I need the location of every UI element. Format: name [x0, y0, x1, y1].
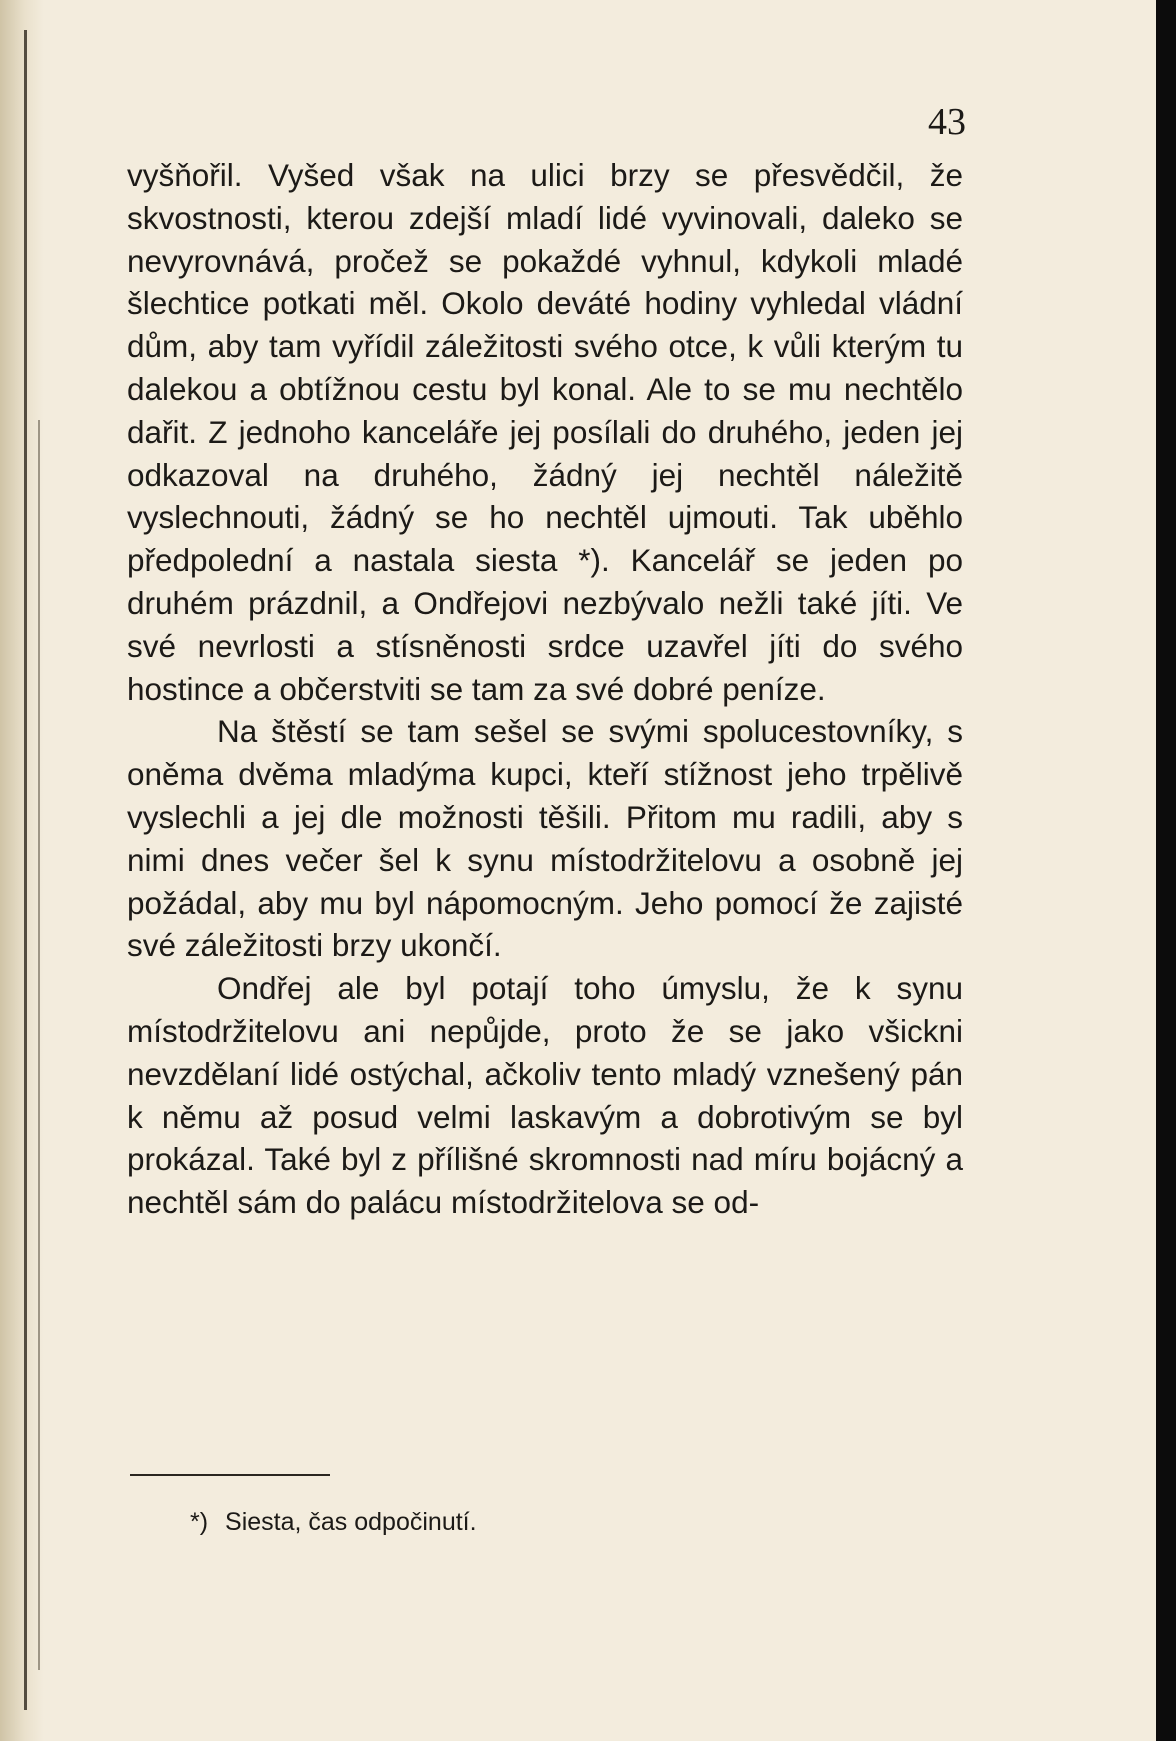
- footnote-rule: [130, 1474, 330, 1476]
- paragraph-2: Na štěstí se tam sešel se svými spolucestovníky, s oněma dvěma mladýma kupci, kteří stížnost jeho trpělivě vyslechli a jej dle možnosti těšili. Přitom mu radili, aby s nimi dnes večer šel k synu místodržitelovu a osobně jej požádal, aby mu byl nápomocným. Jeho pomocí že zajisté své záležitosti brzy ukončí.: [127, 713, 963, 964]
- body-text: [127, 154, 963, 1224]
- paragraph-3: Ondřej ale byl potají toho úmyslu, že k synu místodržitelovu ani nepůjde, proto že se jako všickni nevzdělaní lidé ostýchal, ačkoliv tento mladý vznešený pán k němu až posud velmi laskavým a dobrotivým se byl prokázal. Také byl z přílišné skromnosti nad míru bojácný a nechtěl sám do palácu místodržitelova se od-: [127, 970, 963, 1221]
- scan-border: [1156, 0, 1176, 1741]
- paragraph-1: vyšňořil. Vyšed však na ulici brzy se přesvědčil, že skvostnosti, kterou zdejší mladí lidé vyvinovali, daleko se nevyrovnává, pročež se pokaždé vyhnul, kdykoli mladé šlechtice potkati měl. Okolo deváté hodiny vyhledal vládní dům, aby tam vyřídil záležitosti svého otce, k vůli kterým tu dalekou a obtížnou cestu byl konal. Ale to se mu nechtělo dařit. Z jednoho kanceláře jej posílali do druhého, jeden jej odkazoval na druhého, žádný jej nechtěl náležitě vyslechnouti, žádný se ho nechtěl ujmouti. Tak uběhlo předpolední a nastala siesta *). Kancelář se jeden po druhém prázdnil, a Ondřejovi nezbývalo nežli také jíti. Ve své nevrlosti a stísněnosti srdce uzavřel jíti do svého hostince a občerstviti se tam za své dobré peníze.: [127, 157, 963, 707]
- page-number: 43: [928, 101, 966, 143]
- binding-edge-inner: [38, 420, 40, 1670]
- footnote-mark: *): [190, 1508, 209, 1536]
- binding-edge: [24, 30, 27, 1710]
- footnote: [190, 1508, 477, 1537]
- footnote-text: Siesta, čas odpočinutí.: [225, 1508, 477, 1536]
